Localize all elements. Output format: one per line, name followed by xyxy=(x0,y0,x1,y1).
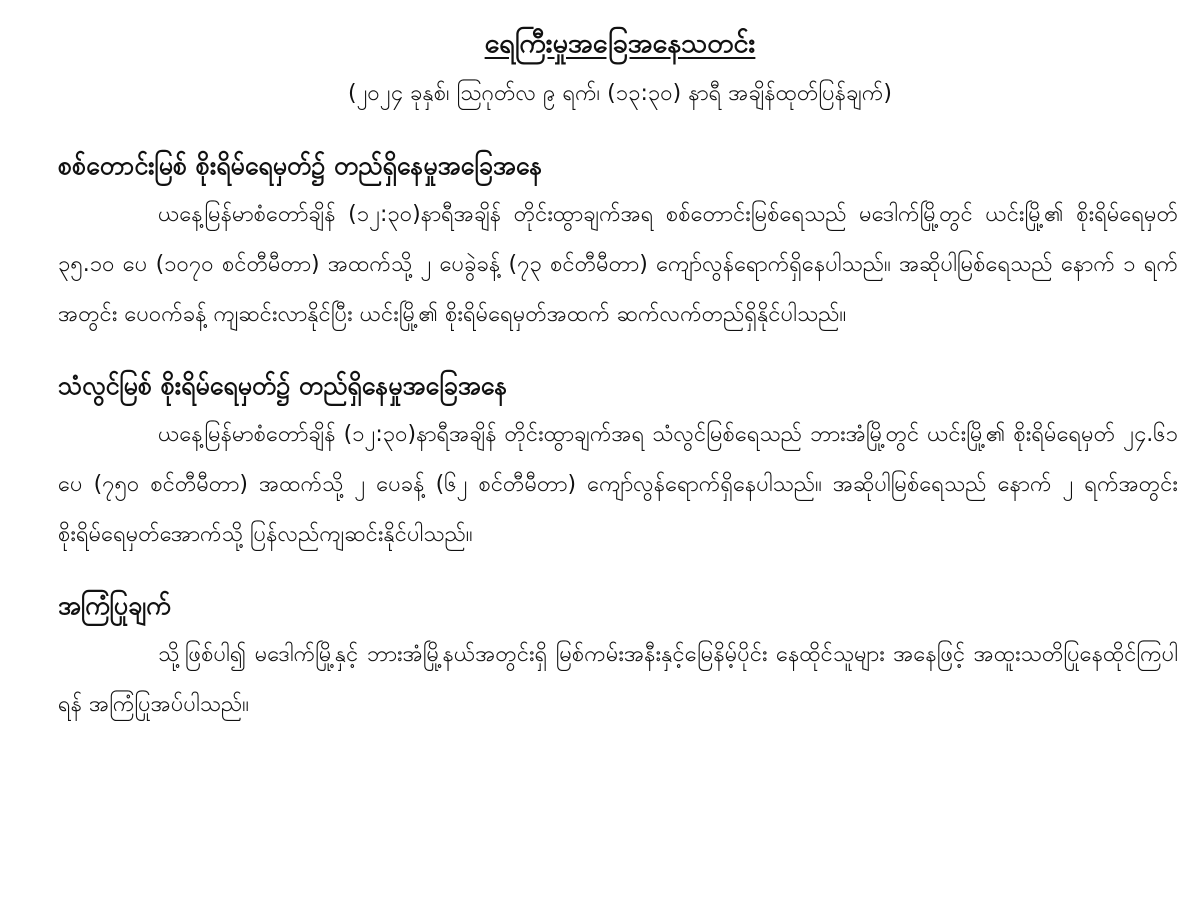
section-heading: အကြံပြုချက် xyxy=(58,591,171,620)
section-advice xyxy=(58,586,1182,730)
section-sittaung-river xyxy=(58,146,1182,340)
section-body: ယနေ့မြန်မာစံတော်ချိန် (၁၂:၃၀)နာရီအချိန် တိုင်းထွာချက်အရ သံလွင်မြစ်ရေသည် ဘားအံမြို့တွင် ယင်းမြို့၏ စိုးရိမ်ရေမှတ် ၂၄.၆၁ ပေ (၇၅၀ စင်တီမီတာ) အထက်သို့ ၂ ပေခန့် (၆၂ စင်တီမီတာ) ကျော်လွန်ရောက်ရှိနေပါသည်။ အဆိုပါမြစ်ရေသည် နောက် ၂ ရက်အတွင်း စိုးရိမ်ရေမှတ်အောက်သို့ ပြန်လည်ကျဆင်းနိုင်ပါသည်။ xyxy=(58,422,1178,547)
section-body: သို့ဖြစ်ပါ၍ မဒေါက်မြို့နှင့် ဘားအံမြို့နယ်အတွင်းရှိ မြစ်ကမ်းအနီးနှင့်မြေနိမ့်ပိုင်း နေထိုင်သူများ အနေဖြင့် အထူးသတိပြုနေထိုင်ကြပါရန် အကြံပြုအပ်ပါသည်။ xyxy=(58,642,1178,717)
section-body: ယနေ့မြန်မာစံတော်ချိန် (၁၂:၃၀)နာရီအချိန် တိုင်းထွာချက်အရ စစ်တောင်းမြစ်ရေသည် မဒေါက်မြို့တွင် ယင်းမြို့၏ စိုးရိမ်ရေမှတ် ၃၅.၁၀ ပေ (၁၀၇၀ စင်တီမီတာ) အထက်သို့ ၂ ပေခွဲခန့် (၇၃ စင်တီမီတာ) ကျော်လွန်ရောက်ရှိနေပါသည်။ အဆိုပါမြစ်ရေသည် နောက် ၁ ရက်အတွင်း ပေဝက်ခန့် ကျဆင်းလာနိုင်ပြီး ယင်းမြို့၏ စိုးရိမ်ရေမှတ်အထက် ဆက်လက်တည်ရှိနိုင်ပါသည်။ xyxy=(58,202,1179,327)
document-title: ရေကြီးမှုအခြေအနေသတင်း xyxy=(484,28,756,59)
section-thanlwin-river xyxy=(58,366,1182,560)
section-heading: စစ်တောင်းမြစ် စိုးရိမ်ရေမှတ်၌ တည်ရှိနေမှုအခြေအနေ xyxy=(58,151,543,180)
document-subtitle: (၂၀၂၄ ခုနှစ်၊ ဩဂုတ်လ ၉ ရက်၊ (၁၃:၃၀) နာရီ အချိန်ထုတ်ပြန်ချက်) xyxy=(348,81,892,106)
section-heading: သံလွင်မြစ် စိုးရိမ်ရေမှတ်၌ တည်ရှိနေမှုအခြေအနေ xyxy=(58,371,508,400)
